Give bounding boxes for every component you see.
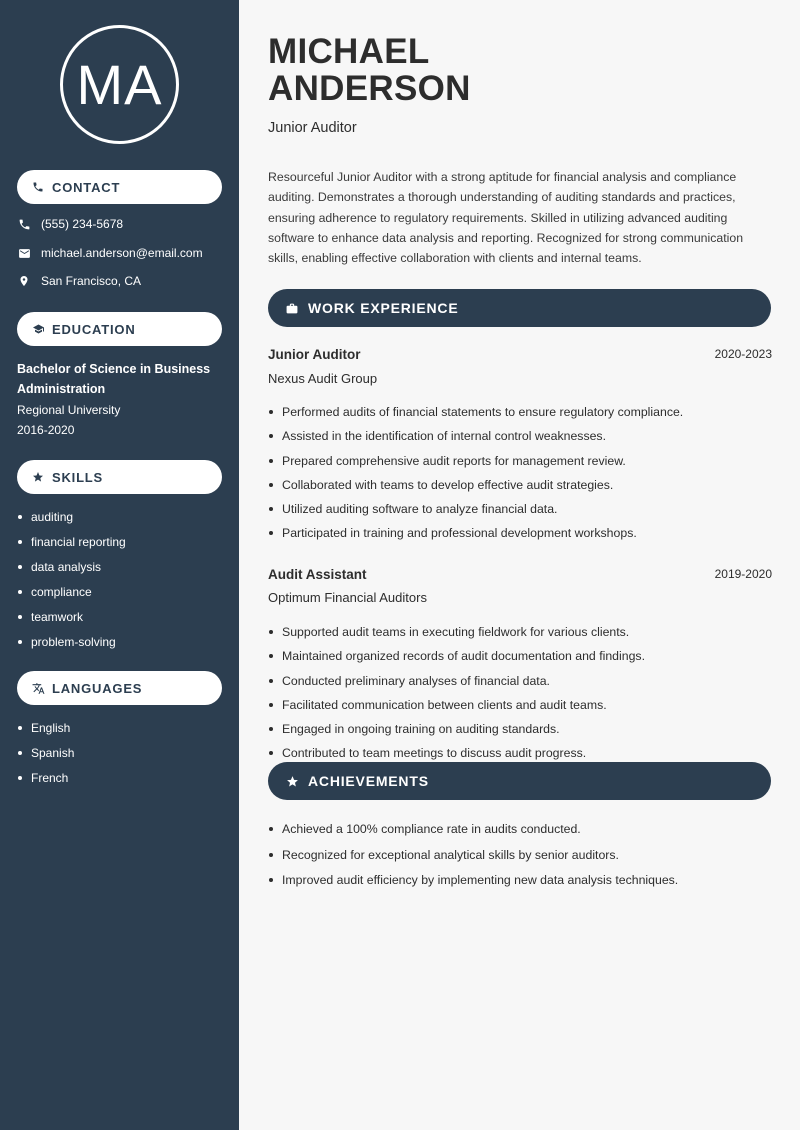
list-item (268, 404, 683, 428)
skill-text: teamwork (31, 610, 84, 624)
list-item (17, 770, 74, 795)
job-dates: 2020-2023 (714, 347, 772, 361)
list-item (268, 624, 645, 648)
star-icon (31, 470, 45, 484)
skill-text: compliance (31, 585, 92, 599)
education-heading (17, 312, 222, 346)
skill-text: problem-solving (31, 635, 116, 649)
sidebar (0, 0, 239, 1130)
translate-icon (31, 681, 45, 695)
name-line-first: MICHAEL (268, 32, 430, 71)
name-line-last: ANDERSON (268, 69, 471, 108)
location-pin-icon (17, 274, 31, 288)
list-item (268, 821, 678, 847)
achievement-text: Improved audit efficiency by implementing new data analysis techniques. (282, 873, 679, 887)
list-item (268, 525, 683, 549)
list-item (17, 609, 126, 634)
contact-email[interactable] (17, 246, 203, 260)
skills-list (17, 509, 126, 659)
bullet-text: Utilized auditing software to analyze financial data. (282, 502, 558, 517)
language-text: English (31, 721, 71, 735)
list-item (268, 453, 683, 477)
list-item (17, 534, 126, 559)
job-role: Junior Auditor (268, 347, 361, 362)
list-item (268, 477, 683, 501)
achievement-text: Achieved a 100% compliance rate in audits conducted. (282, 822, 581, 836)
briefcase-icon (285, 301, 299, 315)
bullet-text: Facilitated communication between clients and audit teams. (282, 697, 607, 712)
list-item (268, 872, 678, 898)
contact-heading-label: CONTACT (52, 179, 121, 195)
profile-summary: Resourceful Junior Auditor with a strong aptitude for financial analysis and compliance auditing. Demonstrates a thorough understanding of auditing standards and practices, ensuring adherence to regulatory requirements. Skilled in utilizing advanced auditing software to enhance data analysis and reporting. Recognized for strong communication skills, enabling effective collaboration with clients and internal teams. (268, 170, 744, 266)
bullet-text: Performed audits of financial statements to ensure regulatory compliance. (282, 405, 684, 419)
envelope-icon (17, 246, 31, 260)
language-text: French (31, 771, 69, 785)
candidate-name (268, 33, 471, 107)
languages-list (17, 720, 74, 795)
job-title: Junior Auditor (268, 120, 357, 136)
contact-heading (17, 170, 222, 204)
list-item (17, 559, 126, 584)
skill-text: data analysis (31, 560, 102, 574)
skill-text: financial reporting (31, 535, 126, 549)
contact-phone[interactable] (17, 217, 123, 231)
list-item (17, 745, 74, 770)
list-item (268, 648, 645, 672)
achievements-heading (268, 762, 771, 800)
list-item (268, 697, 645, 721)
language-text: Spanish (31, 746, 75, 760)
list-item (268, 721, 645, 745)
achievements-heading-label: ACHIEVEMENTS (308, 773, 429, 789)
bullet-text: Supported audit teams in executing fieldwork for various clients. (282, 625, 630, 639)
languages-heading (17, 671, 222, 705)
job-company: Optimum Financial Auditors (268, 590, 427, 605)
education-heading-label: EDUCATION (52, 321, 136, 337)
skills-heading (17, 460, 222, 494)
contact-location-text: San Francisco, CA (41, 274, 142, 288)
achievement-text: Recognized for exceptional analytical skills by senior auditors. (282, 847, 619, 862)
graduation-cap-icon (31, 322, 45, 336)
job-role: Audit Assistant (268, 567, 367, 582)
contact-location (17, 274, 141, 288)
job-bullets (268, 624, 645, 770)
skills-heading-label: SKILLS (52, 469, 104, 485)
achievements-list (268, 821, 678, 898)
job-company: Nexus Audit Group (268, 371, 378, 386)
bullet-text: Maintained organized records of audit documentation and findings. (282, 649, 645, 664)
list-item (17, 720, 74, 745)
education-years: 2016-2020 (17, 423, 75, 437)
bullet-text: Assisted in the identification of internal control weaknesses. (282, 429, 606, 444)
list-item (268, 673, 645, 697)
contact-email-text: michael.anderson@email.com (41, 246, 203, 260)
bullet-text: Prepared comprehensive audit reports for management review. (282, 453, 626, 468)
bullet-text: Contributed to team meetings to discuss audit progress. (282, 746, 587, 761)
job-bullets (268, 404, 683, 550)
skill-text: auditing (31, 510, 74, 524)
bullet-text: Engaged in ongoing training on auditing standards. (282, 722, 560, 737)
job-dates: 2019-2020 (714, 567, 772, 581)
list-item (17, 634, 126, 659)
contact-phone-text: (555) 234-5678 (41, 217, 124, 231)
education-school: Regional University (17, 403, 121, 417)
phone-icon (31, 180, 45, 194)
list-item (268, 428, 683, 452)
star-icon (285, 774, 299, 788)
bullet-text: Collaborated with teams to develop effective audit strategies. (282, 477, 614, 492)
list-item (268, 847, 678, 873)
education-degree: Bachelor of Science in Business Administration (17, 362, 211, 396)
phone-icon (17, 217, 31, 231)
bullet-text: Conducted preliminary analyses of financial data. (282, 673, 550, 688)
list-item (17, 509, 126, 534)
work-experience-heading-label: WORK EXPERIENCE (308, 300, 459, 316)
list-item (17, 584, 126, 609)
monogram-avatar (60, 25, 179, 144)
languages-heading-label: LANGUAGES (52, 680, 143, 696)
monogram-initials: MA (76, 53, 163, 116)
work-experience-heading (268, 289, 771, 327)
list-item (268, 501, 683, 525)
bullet-text: Participated in training and professional development workshops. (282, 526, 637, 541)
